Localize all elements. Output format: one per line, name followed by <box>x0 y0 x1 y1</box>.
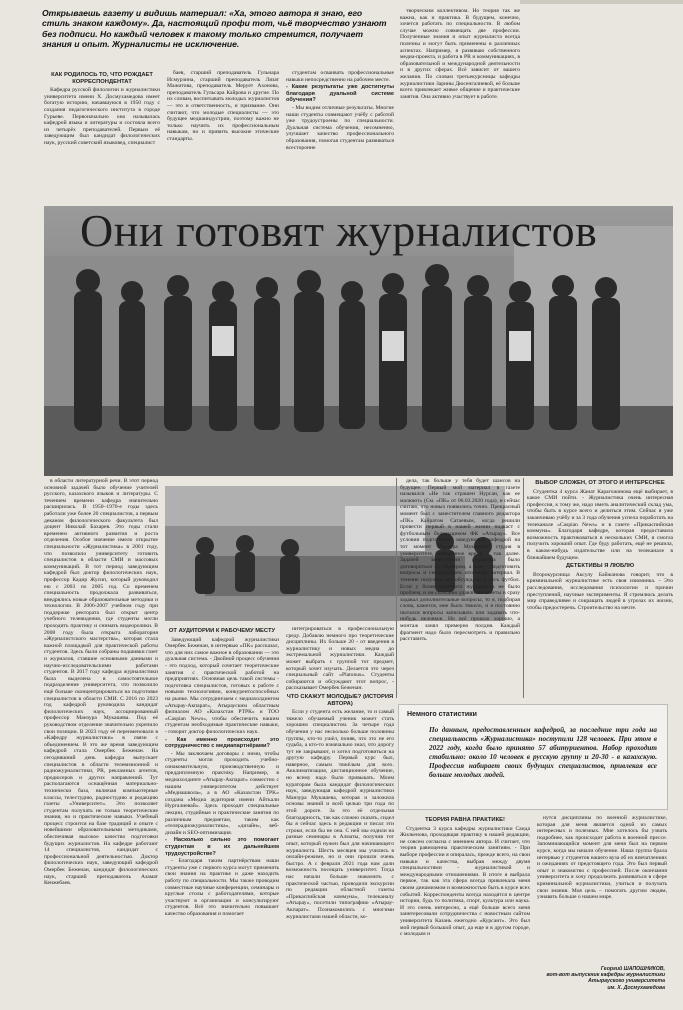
paragraph: Второкурсница Аксулу Байжанова говорит, что в криминальной журналистике есть своя изюминка. - Это расследования, исследования психологии и причин преступлений, научные эксперименты. Я стремлюсь делать мир справедливее и сокращать людей в угрозах их жизни, чтобы предостеречь. Строительство на мечте. <box>527 571 673 611</box>
heading-detectives: ДЕТЕКТИВЫ Я ЛЮБЛЮ <box>565 563 635 570</box>
column-top-5 <box>527 8 673 198</box>
paragraph: Студентка 4 курса Жанат Карагожинова ещё выбирает, в какое СМИ пойти. - Журналистика очень интересная профессия, к тому же, надо иметь аналитический склад ума, чтобы быть в курсе всего и делиться этим. Сейчас я уже заканчиваю учёбу и за 3 года обучения успела поработать на телеканале «Caspian News» и в газете «Прикаспийская коммуна». Благодаря кафедре, которая предоставила возможность практиковаться в нескольких СМИ, я смогла получить хороший опыт. Где буду работать, ещё не решила, в каком-нибудь издательстве или на телеканале в ближайшем будущем. <box>527 488 673 561</box>
column-mid-3 <box>286 626 394 1010</box>
column-bottom-1 <box>400 815 530 1010</box>
column-divider <box>396 478 397 698</box>
interview-question: - Как именно происходит это сотрудничество с медиапартнёрами? <box>165 736 279 750</box>
column-mid-4 <box>400 478 520 698</box>
paragraph: Кафедра русской филологии и журналистики университета имени Х. Досмухамедова имеет богатую историю, начавшуюся в 1950 году с создания педагогического института в городе Гурьеве. Первоначально она называлась кафедрой языка и литературы и состояла всего из четырёх преподавателей. Первым её заведующим был кандидат филологических наук, русский советский языковед, специалист <box>44 87 160 146</box>
heading-history: КАК РОДИЛОСЬ ТО, ЧТО РОЖДАЕТ КОРРЕСПОНДЕНТАТ <box>51 72 153 85</box>
paragraph: Если у студента есть желание, то и самый тяжело обучаемый ученик может стать хорошим специалистом. За четыре года обучения у нас несколько больше половины группы, кто-то ушёл, поняв, что это не его судьба, а кто-то изначально знал, что дорогу тут не закрывают, и хотел подготовиться на другую кафедру. Первый курс был, наверное, самым тяжёлым для всех. Акклиматизация, дистанционное обучение, но всему надо было привыкать. Моим кураторам была кандидат филологических наук, заведующая кафедрой журналистики Манзура Мукашева, которая и заложила основы знаний и всей целью три года по этой дороге. За это её отдельная благодарность, так как сложно сказать, сидел бы я сейчас здесь в редакции и писал эти строки, если бы не она. С ней мы ездили на разные семинары в Алматы, получив тот опыт, который нужен был для начинающего журналиста. Шесть месяцев мы учились в онлайн-режиме, но и они прошли очень быстро. А с февраля 2021 года нам дали возможность посещать университет. Тогда нас начали больше знакомить с практической частью, проводили экскурсии по редакции областной газеты «Прикаспийская коммуна», телеканалу «Атырау», посетили типографию «Атырау-Акпарат». Познакомились с многими журналистами нашей области, ко- <box>286 709 394 920</box>
column-top-4 <box>400 8 520 198</box>
interview-question: - Насколько сильно это помогает студентам в их дальнейшем трудоустройстве? <box>165 837 279 857</box>
paragraph: в области литературной речи. В этот период основной задачей было обучение учителей русского, казахского языков и литературы. С течением времени кафедра значительно расширилась. В 1950–1970-е годы здесь работали уже более 20 специалистов, а первым деканом филологического факультета был доцент Николай Бахарев. Это годы стали временем активного развития и роста отделения. Особое значение имело открытие специальности «Журналистика» в 2001 году, что позволило университету готовить специалистов в области СМИ и массовых коммуникаций. В тот период заведующим кафедрой был доктор филологических наук, профессор Кадир Жусип, который руководил ею с 2003 по 2005 год. Со временем специальность продолжала развиваться, внедрялись новые образовательные методики и технологии. В 2006-2007 учебном году при поддержке ректората был открыт центр учебного телевидения, где студенты могли проходить практику и снимать видеоролики. В 2008 году была открыта лаборатория «Журналистского мастерства», которая стала важной площадкой для практической работы студентов. Здесь были собраны подшивки газет и журналов, ставшие основными данными и научно-исследовательскими работами студентов. В 2017 году кафедра журналистики была выделена в самостоятельное подразделение университета, что позволило ещё больше сконцентрироваться на подготовке специалистов в области СМИ. С 2016 по 2023 год кафедрой руководила кандидат филологических наук, ассоциированный профессор Манзура Мукашева. Под её руководством отделение значительно укрепило свои позиции. В 2023 году её переименовали в «Кафедру журналистики» в связи с объединением. В это же время заведующим кафедрой стала Омербек Беженан. На сегодняшний день кафедра выпускает специалистов в области телевизионной и радиожурналистики, PR, рекламных агентов, продюсеров и других направлений. Тут располагаются оснащённая материально-технически база, включая компьютерные классы, телестудию, радиостудию и редакцию газеты «Университет». Это позволяет студентам получать не только теоретические знания, но и практические навыки. Учебный процесс строится на базе традиций и опыте с новейшими образовательными методиками, обеспечивая высокое качество подготовки будущих журналистов. На кафедре работают 14 специалистов, кандидат с профессиональной деятельностью. Доктор филологических наук, заведующий кафедрой Омербек Беженан, кандидат филологических наук, старший преподаватель Азамат Кенжебаев. <box>44 478 158 887</box>
paragraph: Заведующий кафедрой журналистики Омербек Беженан, в интервью «ПК» рассказал, что для них самое важное в образовании — это дуальная система. - Двойной процесс обучения - это подход, который сочетает теоретические занятия с практической работой на предприятиях. Основная цель такой системы - подготовка специалистов, готовых к работе с новыми технологиями, конкурентоспособных на рынке. Мы сотрудничаем с медиахолдингом «Атырау-Акпарат», Атырауским областным филиалом АО «Казахстан РТРК» и ТОО «Caspian News», чтобы обеспечить нашим студентам необходимые практические навыки, - говорит доктор филологических наук. <box>165 636 279 735</box>
paragraph: интегрироваться в профессиональную среду. Добавлю немного про теоретические дисциплины. Их больше 20 - от введения в журналистику и новых медиа до экстремальной журналистики. Каждый может выбрать с группой тот предмет, который хочет изучать. Делается это через специальный сайт «Platonus». Студенты собираются и обсуждают этот вопрос, - рассказывает Омербек Беженан. <box>286 626 394 692</box>
author-signature <box>545 966 665 991</box>
paragraph: - Мы заключаем договоры с ними, чтобы студенты могли проходить учебно-ознакомительную, производственную и преддипломную практику. Например, в медиахолдинге «Атырау-Акпарат» совместно с нашим университетом действует «Медиашкола», а в АО «Казахстан TPK» создана «Медиа аудитория имени Айткали Нургалиевай». Здесь проходят специальные лекции, студийные и практические занятия по различным предметам, таким как «телерадиожурналистика», «дизайн», веб-дизайн и SEO-оптимизация. <box>165 750 279 836</box>
column-bottom-2 <box>537 815 667 965</box>
top-strip <box>520 0 683 4</box>
author-university: им. Х. Досмухамедова <box>607 984 665 991</box>
paragraph: баев, старший преподаватель Гульнара Исмурзина, старший преподаватель Лязат Мажитова, преподаватель Мерует Ахонова, преподаватель Гульсара Кайрова и другие. По их словам, воспитывать молодых журналистов — это и ответственность, и призвание. Они считают, что молодые специалисты — это будущее медиаиндустрии, поэтому важно не только научить их профессиональным навыкам, но и привить высокие этические стандарты. <box>167 70 279 142</box>
paragraph: дела, так больше у тебя будет шансов на будущее. Первый мой материал в газете назывался «Не так страшен Нурсан, как ее малюют» (См. «ПК» от 06.03.2020 года), и сейчас считаю, что новых появились точно. Прекрасный момент был с заместителем главного редактора «ПК» Кайратом Сатаевым, когда решили провести первый в нашей жизни подкаст с футбольным болельщиком ФК «Атырау». Все условия подготовкой заведующей кафедрой на тот момент Манзура Мукашева, студия в университете, отведённое время и так далее. Задачей заместителя редактора было договориться со спикером, а моя – подготовить вопросы и смонтировать итоговый материал. В течение получаса мы обсуждали и весь футбол. Если у более опытного журналиста не было проблем, и он спокойно улавливал ответы и сразу задавал дополнительные вопросы, то я, подбирая слова, кажется, мне было тяжело, и я постоянно пытался вопросы записывать или задавать что-нибудь неловкое. Но всё прошло хорошо, а монтаж занял примерно полдня. Каждый фрагмент надо было пересмотреть и правильно расставить. <box>400 478 520 643</box>
article-title: Они готовят журналистов <box>80 205 598 256</box>
paragraph: творческим коллективом. Но теория так же важна, как и практика. В будущем, конечно, хочется работать по специальности. В любом случае можно совмещать две профессии. Полученные знания и опыт журналиста всегда полезны и могут быть применены в различных аспектах. Например, я развиваю собственного медиа-проекта, и работа в PR и коммуникациях, в образовательной и международной деятельности и в других сферах. Всё зависит от вашего желания. По словам третьекурсницы кафедры журналистики Зарины Дюсенгалиевой, её больше всего привлекает живое общение и практические занятия. Она активно участвует в работе. <box>400 8 520 100</box>
author-name: Георгий ШАПОШНИКОВ, <box>600 966 665 972</box>
column-top-2 <box>167 70 279 198</box>
column-mid-2 <box>165 626 279 1010</box>
statistics-box <box>398 704 668 810</box>
statistics-text: По данным, предоставленным кафедрой, за последние три года на специальность «Журналистика» поступили 128 человек. При этом в 2022 году, когда было принято 57 абитуриентов. Набор проходит стабильно: около 10 человек в русскую группу и 20-30 - в казахскую. Профессия набирает своих будущих специалистов, привлекая все больше молодых людей. <box>429 726 657 779</box>
heading-workplace: ОТ АУДИТОРИИ К РАБОЧЕМУ МЕСТУ <box>168 628 276 634</box>
heading-choice: ВЫБОР СЛОЖЕН, ОТ ЭТОГО И ИНТЕРЕСНЕЕ <box>535 480 665 486</box>
column-mid-1 <box>44 478 158 1010</box>
statistics-title: Немного статистики <box>407 711 477 718</box>
heading-theory: ТЕОРИЯ РАВНА ПРАКТИКЕ! <box>425 817 505 823</box>
paragraph: студентам осваивать профессиональные навыки непосредственно на рабочем месте. <box>286 70 394 83</box>
author-role: вот-вот выпускник кафедры журналистики Атырауского университета <box>546 972 665 985</box>
paragraph: Студентка 3 курса кафедры журналистики Саида Жилкенова, проходящая практику в нашей редакции, не совсем согласна с мнением автора. И считает, что теория равноценна практическим занятиям. - При выборе профессии я опиралась, прежде всего, на свои навыки и качества, выбрав между двумя специальностями - журналистикой и международными отношениями. В итоге я выбрала первое, так как эта сфера всегда привлекала меня своим динамизмом и возможностью быть в курсе всех событий. Корреспонденты всегда находятся в центре истории, будь то политика, спорт, культура или наука. И это очень интересно, а ещё больше всего меня заинтересовали сотрудничества с новостным сайтом университета Казань ежегодно «Курсант». Это был мой первый большой опыт, да еще и в другом городе, с молодым и <box>400 825 530 938</box>
column-top-1 <box>44 70 160 198</box>
paragraph: нутся дисциплины по военной журналистике, которая для меня является одной из самых интересных и полезных. Мне хотелось бы узнать подробнее, как происходит работа в военной прессе. Запоминающийся момент для меня был на первом курсе, когда мы начали обучение. Наша группа брала интервью у студентов нашего вуза об их впечатлениях и ожиданиях от предстоящего года. Это был первый опыт и знакомство с профессией. После окончания университета я хочу продолжить развиваться в сфере криминальной журналистики, учиться и получать свои знания. Моя цель – помогать другим людям, узнавать больше о нашем мире. <box>537 815 667 901</box>
interview-question: - Какие результаты уже достигнуты благодаря дуальной системе обучения? <box>286 84 394 104</box>
column-divider <box>523 478 524 698</box>
column-top-3 <box>286 70 394 198</box>
paragraph: - Благодаря таким партнёрствам наши студенты уже с первого курса могут применять свои знания на практике и даже находить работу по специальности. Мы также проводим совместные научные конференции, семинары и круглые столы с работодателями, которые участвуют в организации и консультируют студентов. Всё это значительно повышает качество образования и помогает <box>165 858 279 917</box>
heading-young-opinion: ЧТО СКАЖУТ МОЛОДЫЕ? (ИСТОРИЯ АВТОРА) <box>286 693 394 707</box>
paragraph: - Мы видим отличные результаты. Многие наши студенты совмещают учёбу с работой уже трудоустроены по специальности. Дуальная система обучения, несомненно, улучшает качество профессионального образования, помогая студентам развиваться всесторонне <box>286 104 394 151</box>
article-lead: Открываешь газету и видишь материал: «Ха, этого автора я знаю, его стиль знаком каждому». Да, настоящий профи тот, чьё творчество узнают без подписи. Но каждый человек к такому только стремится, получает знания и опыт. Журналисты не исключение. <box>42 8 387 50</box>
column-mid-5 <box>527 478 673 698</box>
